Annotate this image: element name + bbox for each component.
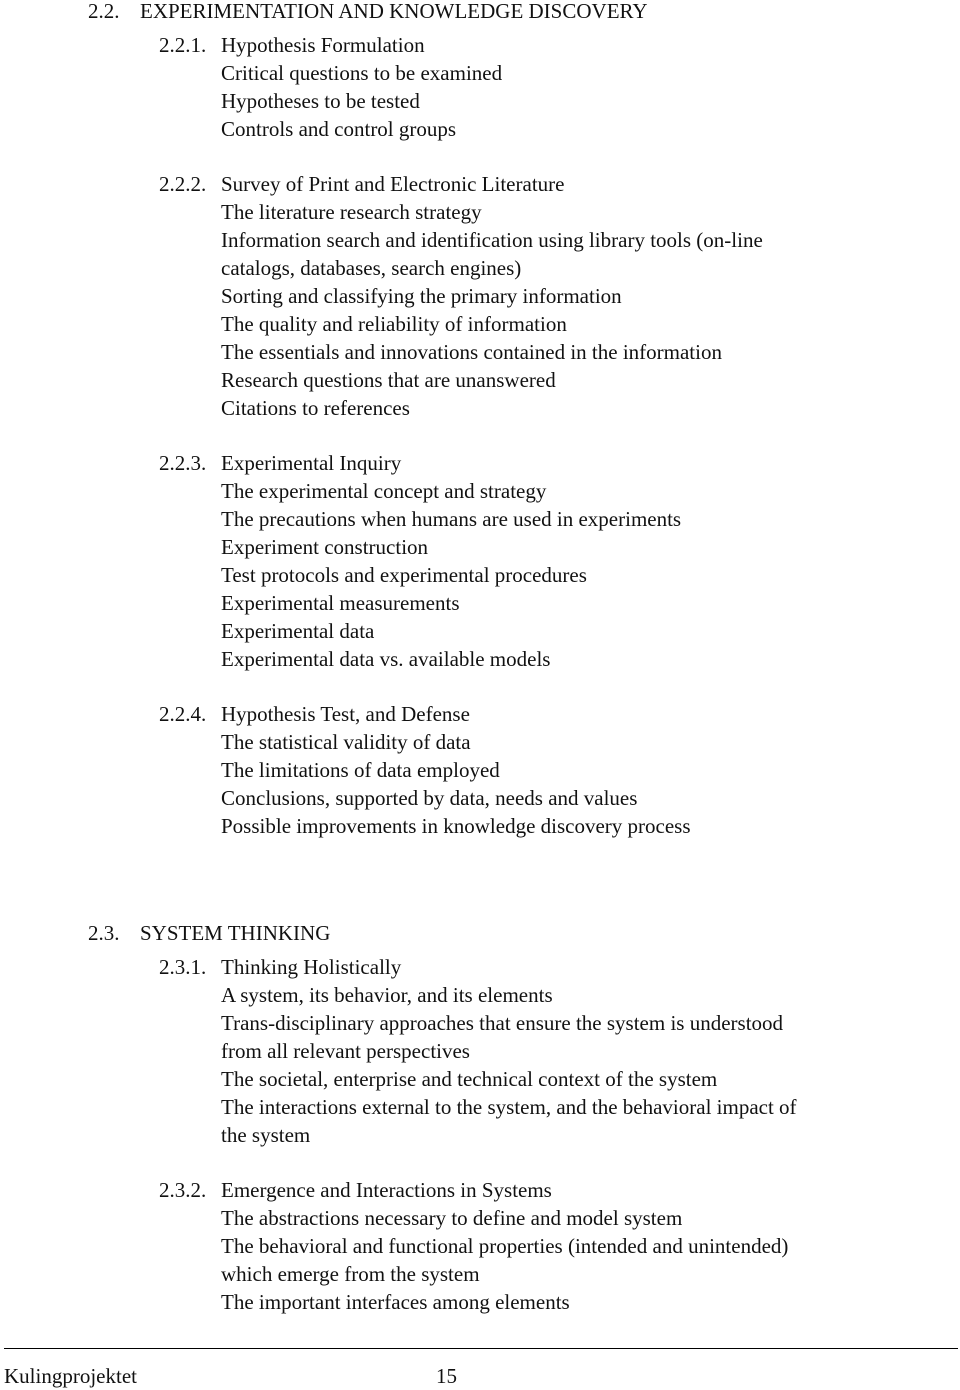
subsection-number: 2.2.3. [159, 451, 207, 475]
list-item: which emerge from the system [221, 1262, 480, 1286]
section-heading [88, 0, 648, 25]
subsection-number: 2.3.1. [159, 955, 207, 979]
subsection-number: 2.2.4. [159, 702, 207, 726]
subsection-heading [159, 700, 470, 728]
list-item: from all relevant perspectives [221, 1039, 470, 1063]
section-title: EXPERIMENTATION AND KNOWLEDGE DISCOVERY [140, 0, 648, 23]
list-item: A system, its behavior, and its elements [221, 983, 553, 1007]
subsection-heading [159, 170, 564, 198]
list-item: catalogs, databases, search engines) [221, 256, 522, 280]
subsection-title: Thinking Holistically [221, 955, 402, 979]
subsection-number: 2.2.1. [159, 33, 207, 57]
list-item: Information search and identification using library tools (on-line [221, 228, 763, 252]
list-item: Experimental measurements [221, 591, 460, 615]
list-item: Controls and control groups [221, 117, 457, 141]
list-item: Conclusions, supported by data, needs and values [221, 786, 638, 810]
list-item: Test protocols and experimental procedures [221, 563, 587, 587]
subsection-title: Experimental Inquiry [221, 451, 402, 475]
list-item: The experimental concept and strategy [221, 479, 547, 503]
list-item: Experimental data vs. available models [221, 647, 551, 671]
list-item: Citations to references [221, 396, 410, 420]
subsection-heading [159, 1176, 552, 1204]
list-item: The quality and reliability of information [221, 312, 567, 336]
list-item: The societal, enterprise and technical context of the system [221, 1067, 718, 1091]
subsection-number: 2.2.2. [159, 172, 207, 196]
list-item: Research questions that are unanswered [221, 368, 556, 392]
list-item: The essentials and innovations contained in the information [221, 340, 722, 364]
list-item: The interactions external to the system, and the behavioral impact of [221, 1095, 797, 1119]
list-item: The important interfaces among elements [221, 1290, 570, 1314]
footer-title: Kulingprojektet [4, 1364, 137, 1388]
list-item: Hypotheses to be tested [221, 89, 420, 113]
section-heading [88, 919, 330, 947]
list-item: The abstractions necessary to define and model system [221, 1206, 683, 1230]
page-number: 15 [436, 1364, 457, 1388]
list-item: The behavioral and functional properties (intended and unintended) [221, 1234, 789, 1258]
list-item: The precautions when humans are used in experiments [221, 507, 682, 531]
list-item: Experiment construction [221, 535, 429, 559]
section-title: SYSTEM THINKING [140, 921, 331, 945]
subsection-title: Hypothesis Test, and Defense [221, 702, 470, 726]
subsection-title: Survey of Print and Electronic Literature [221, 172, 565, 196]
footer-divider [4, 1348, 958, 1349]
list-item: The limitations of data employed [221, 758, 500, 782]
list-item: Sorting and classifying the primary information [221, 284, 622, 308]
subsection-heading [159, 953, 401, 981]
list-item: The literature research strategy [221, 200, 482, 224]
subsection-number: 2.3.2. [159, 1178, 207, 1202]
list-item: Critical questions to be examined [221, 61, 503, 85]
list-item: The statistical validity of data [221, 730, 471, 754]
list-item: the system [221, 1123, 311, 1147]
subsection-title: Hypothesis Formulation [221, 33, 425, 57]
section-number: 2.3. [88, 921, 120, 945]
list-item: Possible improvements in knowledge discovery process [221, 814, 691, 838]
list-item: Trans-disciplinary approaches that ensure the system is understood [221, 1011, 784, 1035]
subsection-heading [159, 31, 425, 59]
subsection-heading [159, 449, 401, 477]
subsection-title: Emergence and Interactions in Systems [221, 1178, 552, 1202]
list-item: Experimental data [221, 619, 375, 643]
section-number: 2.2. [88, 0, 120, 23]
